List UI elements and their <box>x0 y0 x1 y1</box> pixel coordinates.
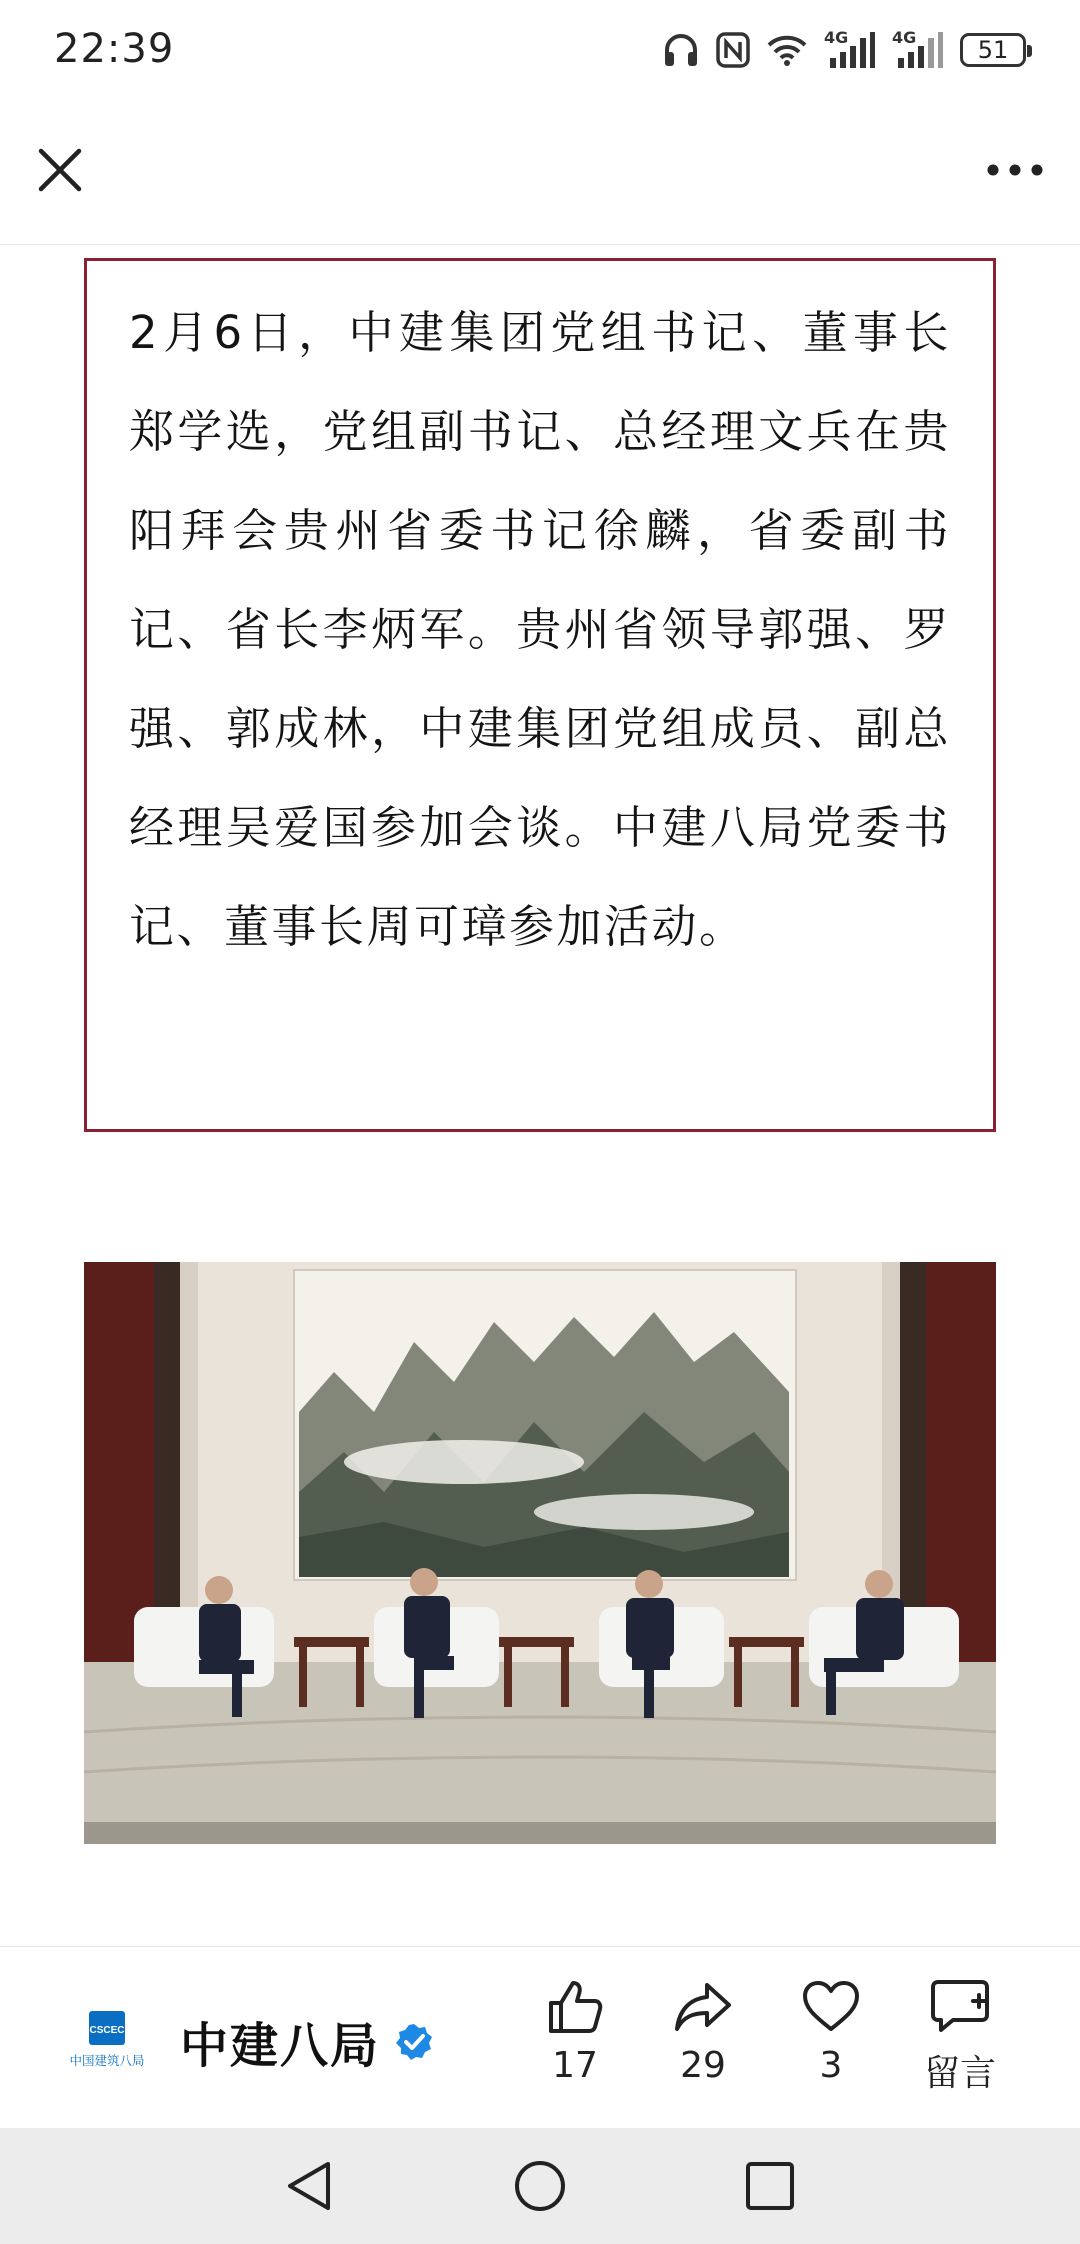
share-count: 29 <box>680 2045 726 2086</box>
verified-badge-icon <box>394 2022 434 2062</box>
account-name-block[interactable] <box>180 2007 434 2076</box>
recents-icon <box>740 2156 800 2216</box>
network-label: 4G <box>824 28 849 47</box>
headphones-icon <box>662 32 700 68</box>
cscec-logo-icon <box>62 2009 152 2073</box>
logo-mark: CSCEC <box>89 2025 125 2036</box>
comment-label: 留言 <box>923 2053 996 2094</box>
signal-icon <box>824 30 876 70</box>
article-paragraph: 2月6日，中建集团党组书记、董事长郑学选，党组副书记、总经理文兵在贵阳拜会贵州省委书记徐麟，省委副书记、省长李炳军。贵州省领导郭强、罗强、郭成林，中建集团党组成员、副总经理吴爱国参加会谈。中建八局党委书记、董事长周可璋参加活动。 <box>129 306 951 953</box>
share-button[interactable] <box>643 1977 763 2086</box>
meeting-photo-illustration <box>84 1262 996 1844</box>
thumbs-up-icon <box>545 1977 605 2037</box>
system-nav-bar <box>0 2128 1080 2244</box>
status-bar <box>0 0 1080 100</box>
comment-icon <box>929 1977 991 2037</box>
favorite-count: 3 <box>819 2045 843 2086</box>
close-button[interactable] <box>30 140 90 200</box>
like-button[interactable] <box>515 1977 635 2086</box>
status-icons <box>662 28 1026 72</box>
battery-level: 51 <box>977 36 1009 64</box>
back-button[interactable] <box>280 2156 340 2216</box>
bottom-action-bar <box>0 1946 1080 2129</box>
home-icon <box>510 2156 570 2216</box>
article-text-box <box>84 258 996 1132</box>
share-icon <box>673 1977 733 2037</box>
like-count: 17 <box>552 2045 598 2086</box>
heart-icon <box>801 1977 861 2037</box>
more-icon <box>987 164 1043 176</box>
recents-button[interactable] <box>740 2156 800 2216</box>
article-photo[interactable] <box>84 1262 996 1844</box>
account-name: 中建八局 <box>180 2018 381 2074</box>
network-label: 4G <box>892 28 917 47</box>
close-icon <box>37 147 83 193</box>
logo-text: 中国建筑八局 <box>69 2053 145 2068</box>
comment-button[interactable] <box>900 1977 1020 2096</box>
nav-bar <box>0 100 1080 245</box>
signal-icon <box>892 30 944 70</box>
more-button[interactable] <box>980 140 1050 200</box>
battery-icon <box>960 33 1026 67</box>
back-icon <box>280 2156 340 2216</box>
home-button[interactable] <box>510 2156 570 2216</box>
account-logo[interactable] <box>62 2009 152 2073</box>
nfc-icon <box>716 32 750 68</box>
favorite-button[interactable] <box>771 1977 891 2086</box>
wifi-icon <box>766 33 808 67</box>
status-time: 22:39 <box>54 26 175 72</box>
